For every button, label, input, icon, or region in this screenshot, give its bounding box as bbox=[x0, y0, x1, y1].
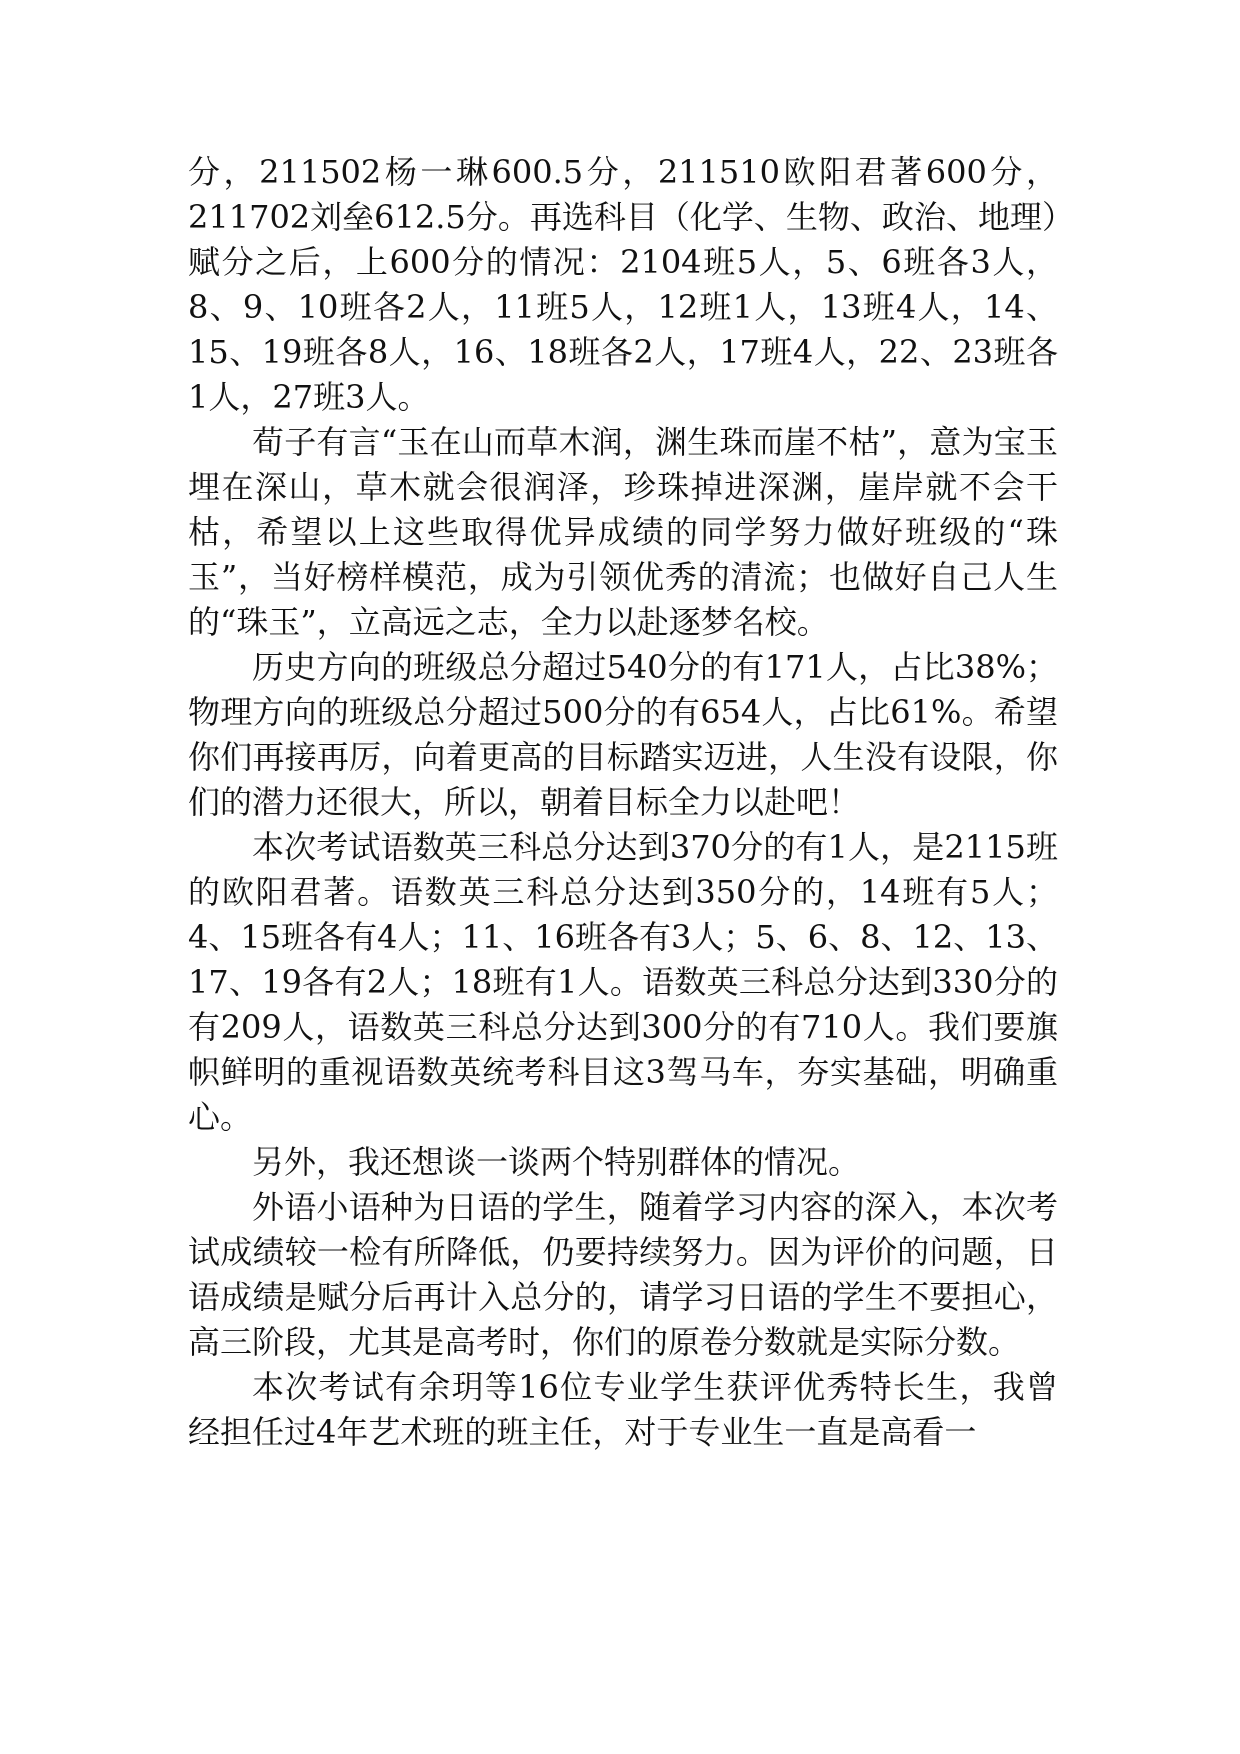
paragraph-xunzi-quote: 荀子有言“玉在山而草木润，渊生珠而崖不枯”，意为宝玉埋在深山，草木就会很润泽，珍珠掉进深渊，崖岸就不会干枯，希望以上这些取得优异成绩的同学努力做好班级的“珠玉”，当好榜样模范，成为引领优秀的清流；也做好自己人生的“珠玉”，立高远之志，全力以赴逐梦名校。 bbox=[188, 423, 1058, 641]
document-body bbox=[188, 150, 1058, 1455]
paragraph-special-groups-intro: 另外，我还想谈一谈两个特别群体的情况。 bbox=[252, 1143, 861, 1181]
paragraph-core-subjects: 本次考试语数英三科总分达到370分的有1人，是2115班的欧阳君著。语数英三科总分达到350分的，14班有5人；4、15班各有4人；11、16班各有3人；5、6、8、12、13、17、19各有2人；18班有1人。语数英三科总分达到330分的有209人，语数英三科总分达到300分的有710人。我们要旗帜鲜明的重视语数英统考科目这3驾马车，夯实基础，明确重心。 bbox=[188, 828, 1058, 1136]
paragraph-specialty-students: 本次考试有余玥等16位专业学生获评优秀特长生，我曾经担任过4年艺术班的班主任，对于专业生一直是高看一 bbox=[188, 1368, 1058, 1451]
paragraph-direction-totals: 历史方向的班级总分超过540分的有171人，占比38%；物理方向的班级总分超过500分的有654人，占比61%。希望你们再接再厉，向着更高的目标踏实迈进，人生没有设限，你们的潜力还很大，所以，朝着目标全力以赴吧！ bbox=[188, 648, 1058, 821]
paragraph-japanese-students: 外语小语种为日语的学生，随着学习内容的深入，本次考试成绩较一检有所降低，仍要持续努力。因为评价的问题，日语成绩是赋分后再计入总分的，请学习日语的学生不要担心，高三阶段，尤其是高考时，你们的原卷分数就是实际分数。 bbox=[188, 1188, 1058, 1361]
paragraph-continued-scores: 分，211502杨一琳600.5分，211510欧阳君著600分，211702刘垒612.5分。再选科目（化学、生物、政治、地理）赋分之后，上600分的情况：2104班5人，5、6班各3人，8、9、10班各2人，11班5人，12班1人，13班4人，14、15、19班各8人，16、18班各2人，17班4人，22、23班各1人，27班3人。 bbox=[188, 153, 1058, 416]
